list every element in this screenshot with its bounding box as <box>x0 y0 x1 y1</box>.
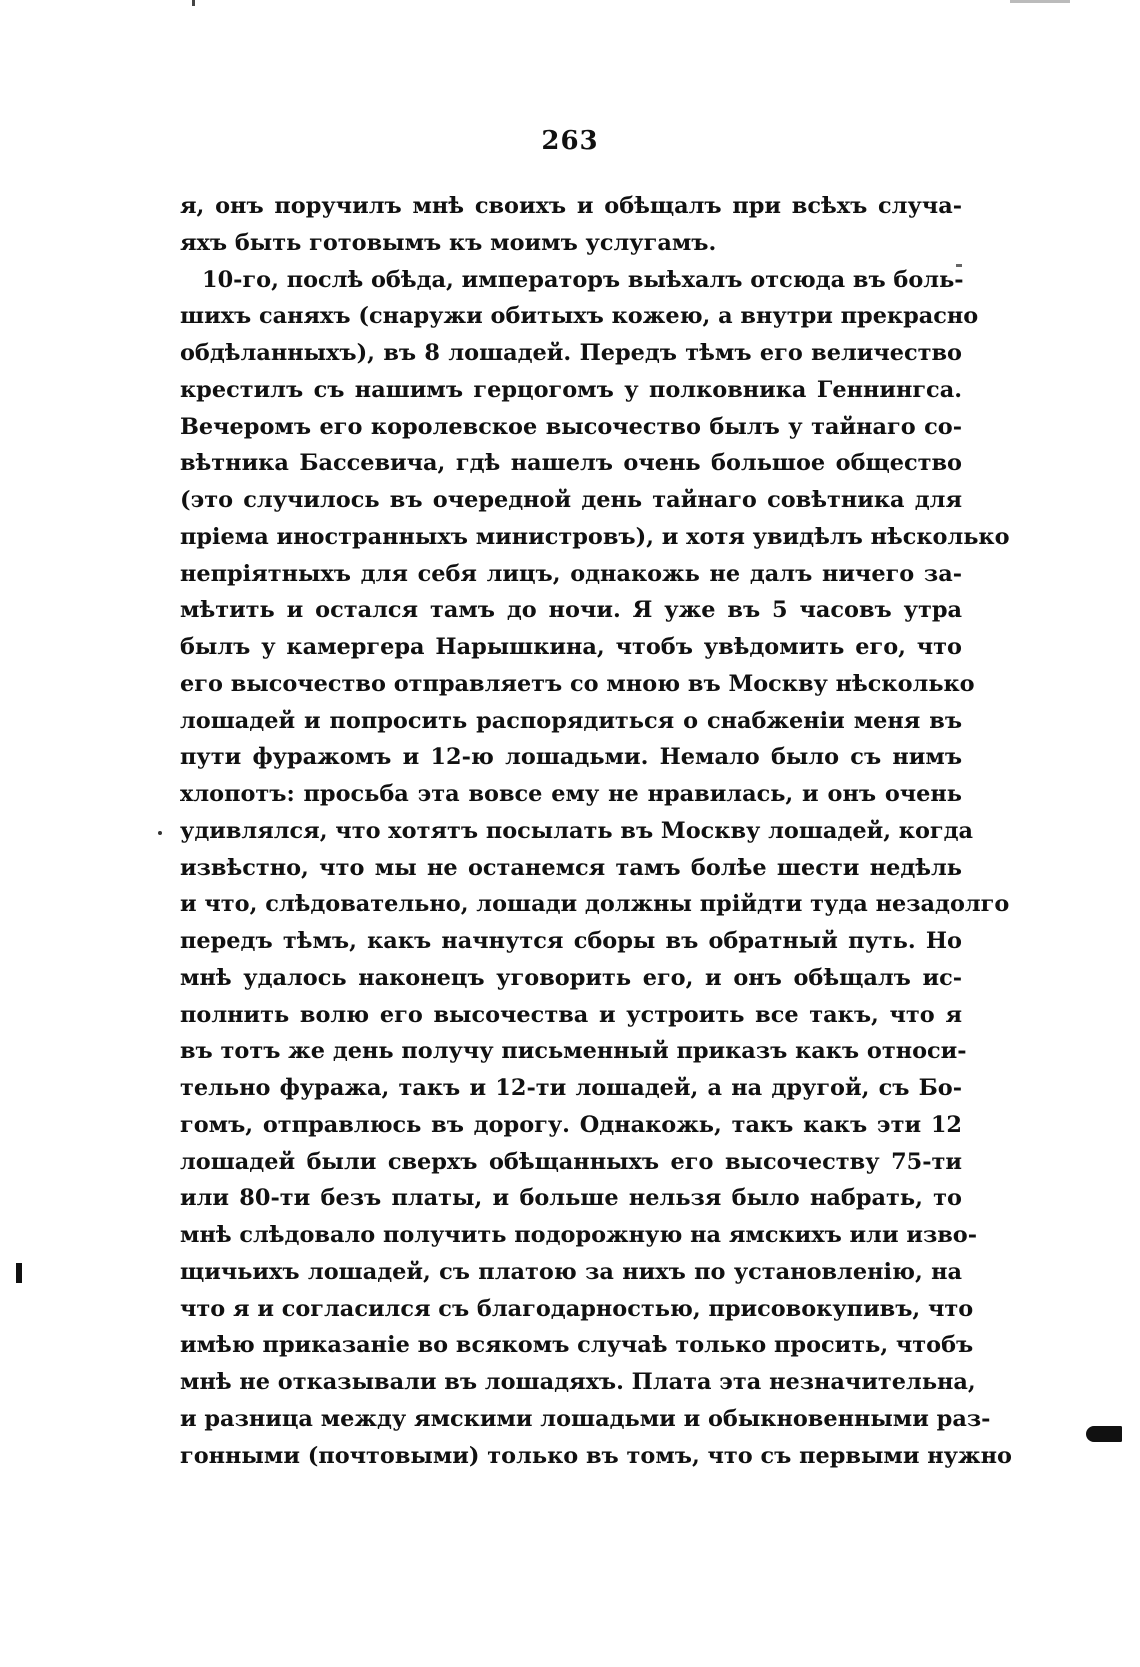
text-line: лошадей и попросить распорядиться о снабженіи меня въ <box>180 707 962 734</box>
text-line: или 80-ти безъ платы, и больше нельзя было набрать, то <box>180 1185 962 1212</box>
text-line: передъ тѣмъ, какъ начнутся сборы въ обратный путь. Но <box>180 928 962 954</box>
text-line: пріема иностранныхъ министровъ), и хотя увидѣлъ нѣсколько <box>180 523 1010 550</box>
margin-mark-right <box>1086 1426 1122 1442</box>
text-line: крестилъ съ нашимъ герцогомъ у полковника Геннингса. <box>180 376 962 403</box>
text-line: мнѣ удалось наконецъ уговорить его, и онъ обѣщалъ ис- <box>180 964 962 991</box>
text-line: гомъ, отправлюсь въ дорогу. Однакожь, такъ какъ эти 12 <box>180 1111 962 1138</box>
text-line: что я и согласился съ благодарностью, присовокупивъ, что <box>180 1295 974 1322</box>
body-text <box>180 188 1012 1474</box>
text-line: лошадей были сверхъ обѣщанныхъ его высочеству 75-ти <box>180 1148 962 1175</box>
text-line: мѣтить и остался тамъ до ночи. Я уже въ 5 часовъ утра <box>180 597 962 624</box>
text-line: щичьихъ лошадей, съ платою за нихъ по установленію, на <box>180 1258 962 1285</box>
text-line: 10-го, послѣ обѣда, императоръ выѣхалъ отсюда въ боль- <box>202 266 964 293</box>
scan-speck <box>158 831 162 835</box>
scan-mark-top-right <box>1010 0 1070 3</box>
text-line: я, онъ поручилъ мнѣ своихъ и обѣщалъ при всѣхъ случа- <box>180 193 962 219</box>
text-line: гонными (почтовыми) только въ томъ, что съ первыми нужно <box>180 1442 1012 1469</box>
margin-mark-left <box>16 1263 22 1283</box>
text-line: тельно фуража, такъ и 12-ти лошадей, а на другой, съ Бо- <box>180 1075 962 1101</box>
text-line: и разница между ямскими лошадьми и обыкновенными раз- <box>180 1405 991 1432</box>
text-line: хлопотъ: просьба эта вовсе ему не нравилась, и онъ очень <box>180 781 962 807</box>
text-line: и что, слѣдовательно, лошади должны прійдти туда незадолго <box>180 891 1010 918</box>
scan-speck <box>956 264 962 267</box>
text-line: былъ у камергера Нарышкина, чтобъ увѣдомить его, что <box>180 634 962 660</box>
text-line: Вечеромъ его королевское высочество былъ у тайнаго со- <box>180 413 962 440</box>
text-line: обдѣланныхъ), въ 8 лошадей. Передъ тѣмъ его величество <box>180 340 962 366</box>
text-line: мнѣ слѣдовало получить подорожную на ямскихъ или изво- <box>180 1222 978 1248</box>
text-line: извѣстно, что мы не останемся тамъ болѣе шести недѣль <box>180 854 962 881</box>
text-line: яхъ быть готовымъ къ моимъ услугамъ. <box>180 229 717 256</box>
text-line: удивлялся, что хотятъ посылать въ Москву лошадей, когда <box>180 817 974 844</box>
scan-mark-top <box>192 0 195 6</box>
text-line: непріятныхъ для себя лицъ, однакожь не далъ ничего за- <box>180 560 962 587</box>
text-line: (это случилось въ очередной день тайнаго совѣтника для <box>180 487 962 513</box>
text-line: имѣю приказаніе во всякомъ случаѣ только просить, чтобъ <box>180 1332 974 1359</box>
text-line: мнѣ не отказывали въ лошадяхъ. Плата эта незначительна, <box>180 1369 976 1395</box>
text-line: полнить волю его высочества и устроить все такъ, что я <box>180 1001 962 1028</box>
text-line: пути фуражомъ и 12-ю лошадьми. Немало было съ нимъ <box>180 744 962 771</box>
text-line: шихъ саняхъ (снаружи обитыхъ кожею, а внутри прекрасно <box>180 303 979 330</box>
page-number: 263 <box>541 126 599 156</box>
text-line: въ тотъ же день получу письменный приказъ какъ относи- <box>180 1038 967 1065</box>
text-line: его высочество отправляетъ со мною въ Москву нѣсколько <box>180 670 975 697</box>
text-line: вѣтника Бассевича, гдѣ нашелъ очень большое общество <box>180 450 962 477</box>
